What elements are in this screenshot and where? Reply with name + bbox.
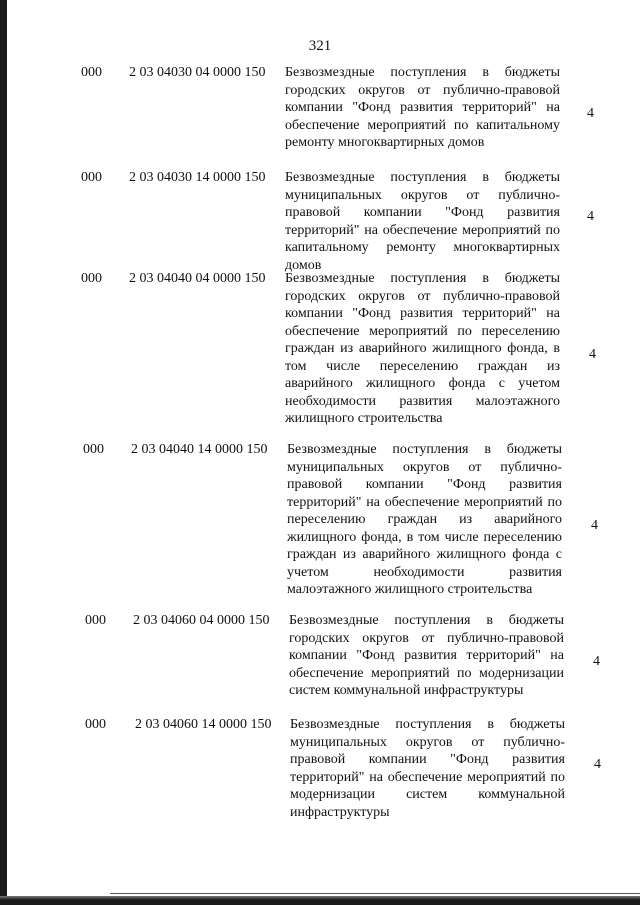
row-column-value: 4 [589, 347, 596, 362]
admin-code: 000 [81, 170, 102, 185]
page-number: 321 [308, 38, 332, 54]
kbk-code: 2 03 04030 14 0000 150 [129, 170, 266, 185]
kbk-code: 2 03 04060 14 0000 150 [135, 717, 272, 732]
admin-code: 000 [81, 271, 102, 286]
kbk-code: 2 03 04030 04 0000 150 [129, 65, 266, 80]
scan-border-bottom [0, 896, 640, 905]
row-column-value: 4 [591, 518, 598, 533]
row-description: Безвозмездные поступления в бюджеты муниципальных округов от публично-правовой компании "Фонд развития территорий" на обеспечение мероприятий по переселению граждан из аварийного жилищного фонда, в том числе переселению граждан из аварийного жилищного фонда с учетом необходимости развития малоэтажного жилищного строительства [287, 442, 562, 597]
row-column-value: 4 [593, 654, 600, 669]
row-column-value: 4 [587, 209, 594, 224]
admin-code: 000 [85, 613, 106, 628]
row-description: Безвозмездные поступления в бюджеты городских округов от публично-правовой компании "Фонд развития территорий" на обеспечение мероприятий по модернизации систем коммунальной инфраструктуры [289, 613, 564, 698]
row-description: Безвозмездные поступления в бюджеты муниципальных округов от публично-правовой компании "Фонд развития территорий" на обеспечение мероприятий по капитальному ремонту многоквартирных домов [285, 170, 560, 273]
kbk-code: 2 03 04060 04 0000 150 [133, 613, 270, 628]
row-description: Безвозмездные поступления в бюджеты городских округов от публично-правовой компании "Фонд развития территорий" на обеспечение мероприятий по переселению граждан из аварийного жилищного фонда, в том числе переселению граждан из аварийного жилищного фонда с учетом необходимости развития малоэтажного жилищного строительства [285, 271, 560, 426]
row-column-value: 4 [594, 757, 601, 772]
row-description: Безвозмездные поступления в бюджеты городских округов от публично-правовой компании "Фонд развития территорий" на обеспечение мероприятий по капитальному ремонту многоквартирных домов [285, 65, 560, 150]
kbk-code: 2 03 04040 14 0000 150 [131, 442, 268, 457]
admin-code: 000 [81, 65, 102, 80]
kbk-code: 2 03 04040 04 0000 150 [129, 271, 266, 286]
scan-border-line [110, 893, 640, 894]
admin-code: 000 [85, 717, 106, 732]
row-column-value: 4 [587, 106, 594, 121]
row-description: Безвозмездные поступления в бюджеты муниципальных округов от публично-правовой компании "Фонд развития территорий" на обеспечение мероприятий по модернизации систем коммунальной инфраструктуры [290, 717, 565, 820]
admin-code: 000 [83, 442, 104, 457]
scan-border-left [0, 0, 7, 905]
